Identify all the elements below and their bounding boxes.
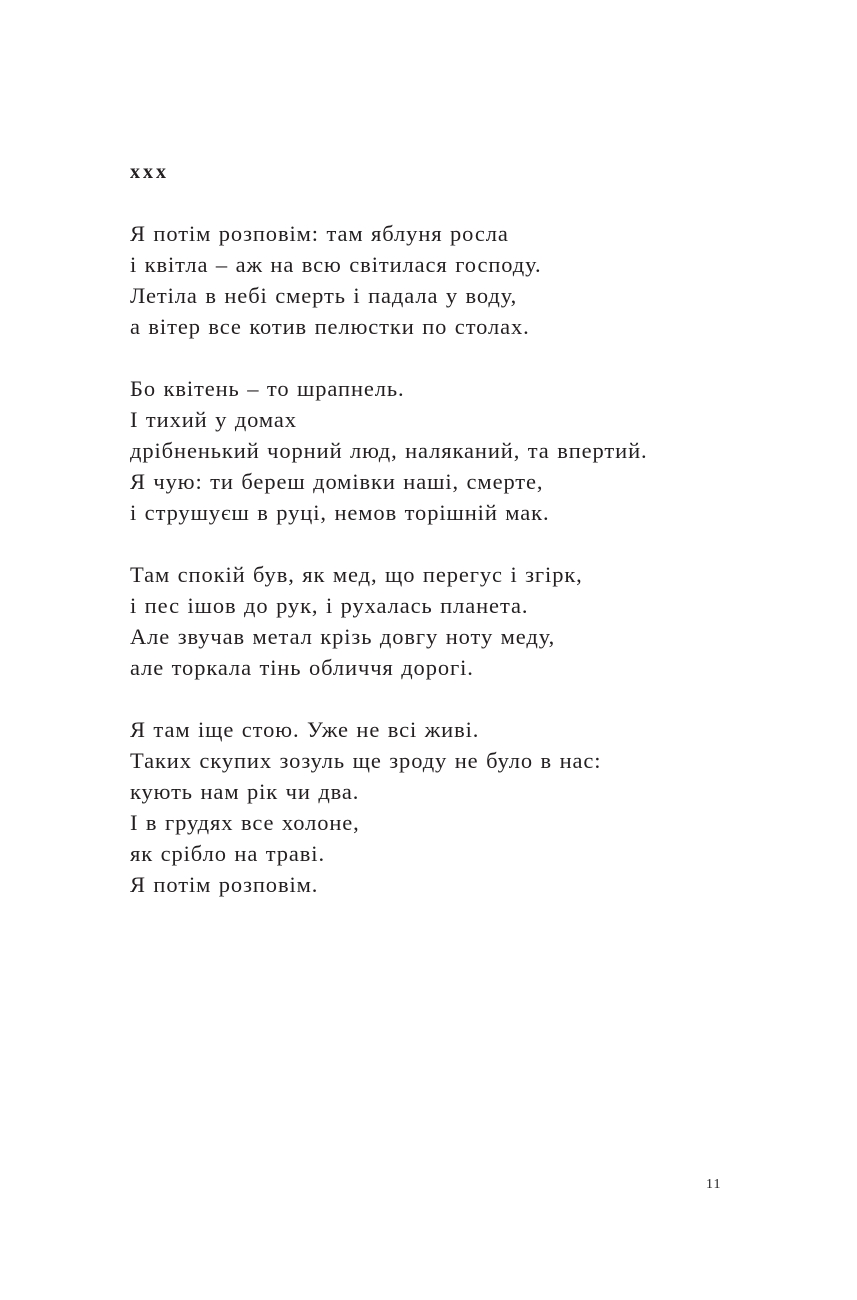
poem-line: І тихий у домах <box>130 407 297 432</box>
poem-line: Я потім розповім. <box>130 872 319 897</box>
poem-line: Я чую: ти береш домівки наші, смерте, <box>130 469 544 494</box>
poem-line: і пес ішов до рук, і рухалась планета. <box>130 593 529 618</box>
poem-line: І в грудях все холоне, <box>130 810 360 835</box>
poem-line: кують нам рік чи два. <box>130 779 360 804</box>
poem-line: Бо квітень – то шрапнель. <box>130 376 405 401</box>
stanza-4 <box>130 714 770 900</box>
poem-line: Я там іще стою. Уже не всі живі. <box>130 717 480 742</box>
poem-line: Летіла в небі смерть і падала у воду, <box>130 283 518 308</box>
poem-line: але торкала тінь обличчя дорогі. <box>130 655 474 680</box>
poem-line: дрібненький чорний люд, наляканий, та впертий. <box>130 438 648 463</box>
poem-line: Але звучав метал крізь довгу ноту меду, <box>130 624 556 649</box>
poem-line: а вітер все котив пелюстки по столах. <box>130 314 530 339</box>
stanza-1 <box>130 218 770 342</box>
poem-line: і струшуєш в руці, немов торішній мак. <box>130 500 550 525</box>
poem-line: Таких скупих зозуль ще зроду не було в нас: <box>130 748 602 773</box>
poem-body <box>130 218 770 931</box>
poem-line: Там спокій був, як мед, що перегус і згірк, <box>130 562 583 587</box>
poem-line: і квітла – аж на всю світилася господу. <box>130 252 542 277</box>
poem-line: Я потім розповім: там яблуня росла <box>130 221 509 246</box>
poem-title: xxx <box>130 161 169 183</box>
page-number: 11 <box>706 1177 722 1192</box>
poem-line: як срібло на траві. <box>130 841 325 866</box>
stanza-2 <box>130 373 770 528</box>
stanza-3 <box>130 559 770 683</box>
